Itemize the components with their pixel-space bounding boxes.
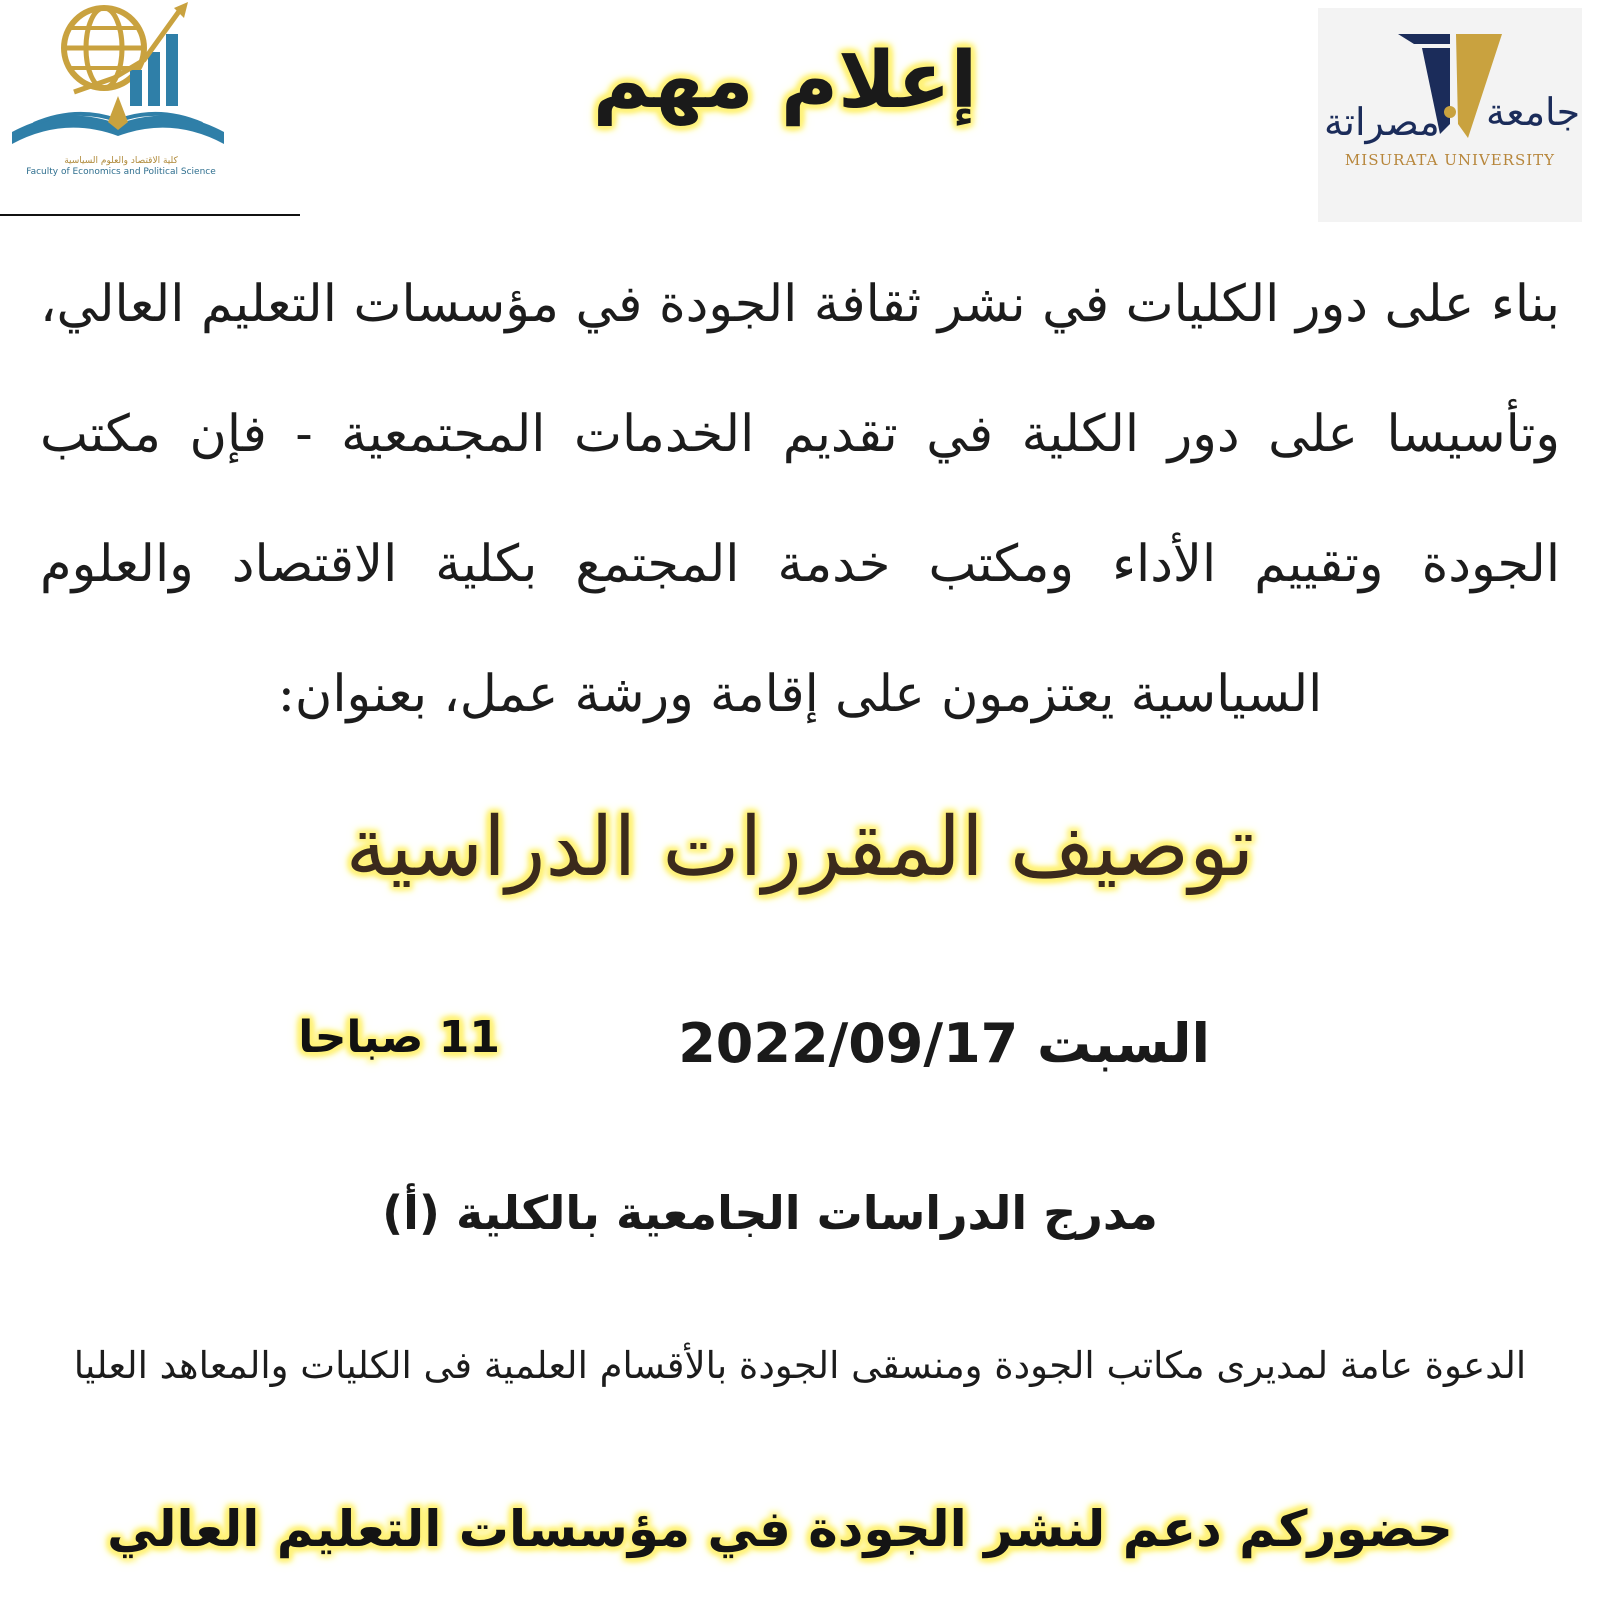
workshop-title: توصيف المقررات الدراسية bbox=[345, 800, 1255, 895]
page-title: إعلام مهم bbox=[592, 36, 978, 126]
faculty-logo bbox=[4, 0, 234, 185]
university-name-arabic-1: جامعة bbox=[1486, 90, 1581, 134]
event-date: السبت 2022/09/17 bbox=[678, 1012, 1210, 1075]
faculty-name-arabic: كلية الاقتصاد والعلوم السياسية bbox=[64, 156, 178, 166]
announcement-paragraph: بناء على دور الكليات في نشر ثقافة الجودة في مؤسسات التعليم العالي، وتأسيسا على دور الكلية في تقديم الخدمات المجتمعية - فإن مكتب الجودة وتقييم الأداء ومكتب خدمة المجتمع بكلية الاقتصاد والعلوم السياسية يعتزمون على إقامة ورشة عمل، بعنوان: bbox=[40, 275, 1560, 724]
event-time: 11 صباحا bbox=[298, 1012, 500, 1063]
university-name-arabic-2: مصراتة bbox=[1324, 100, 1440, 144]
university-logo bbox=[1318, 8, 1582, 222]
university-name-english: MISURATA UNIVERSITY bbox=[1344, 151, 1556, 169]
faculty-name-english: Faculty of Economics and Political Science bbox=[26, 167, 216, 177]
event-venue: مدرج الدراسات الجامعية بالكلية (أ) bbox=[382, 1186, 1158, 1240]
footer-slogan: حضوركم دعم لنشر الجودة في مؤسسات التعليم العالي bbox=[107, 1500, 1453, 1558]
globe-book-chart-icon bbox=[4, 0, 234, 160]
header-divider bbox=[0, 214, 300, 216]
invitation-note: الدعوة عامة لمديرى مكاتب الجودة ومنسقى الجودة بالأقسام العلمية فى الكليات والمعاهد العليا bbox=[73, 1344, 1527, 1387]
